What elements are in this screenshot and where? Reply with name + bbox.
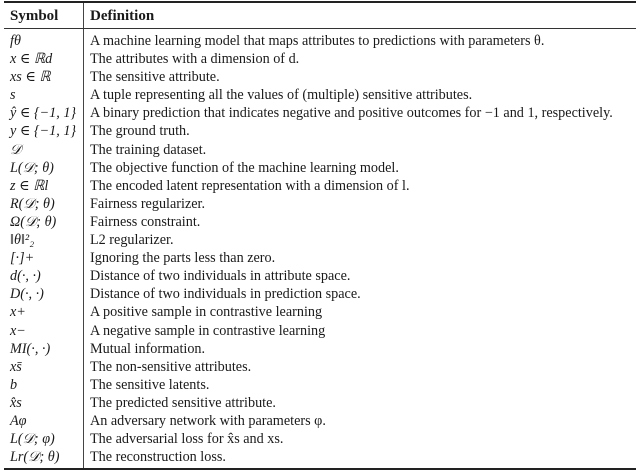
notation-table: [4, 1, 636, 470]
definition-cell: A tuple representing all the values of (multiple) sensitive attributes.: [90, 87, 473, 104]
symbol-cell: z ∈ ℝl: [4, 177, 84, 195]
definition-cell: Ignoring the parts less than zero.: [90, 250, 276, 267]
definition-cell: Distance of two individuals in prediction space.: [90, 286, 361, 303]
header-symbol: Symbol: [4, 2, 84, 29]
table-row: [4, 249, 636, 267]
definition-cell: An adversary network with parameters φ.: [90, 412, 326, 429]
definition-cell: A binary prediction that indicates negative and positive outcomes for −1 and 1, respectively.: [90, 105, 613, 122]
symbol-cell: xs ∈ ℝ: [4, 68, 84, 86]
definition-cell: A negative sample in contrastive learning: [90, 322, 326, 339]
definition-cell: The predicted sensitive attribute.: [90, 394, 276, 411]
definition-cell: Distance of two individuals in attribute space.: [90, 268, 351, 285]
symbol-cell: x̂s: [4, 394, 84, 412]
table-row: [4, 177, 636, 195]
table-row: [4, 195, 636, 213]
definition-cell: The objective function of the machine learning model.: [90, 159, 399, 176]
definition-cell: The adversarial loss for x̂s and xs.: [90, 431, 284, 448]
symbol-cell: D(·, ·): [4, 285, 84, 303]
symbol-cell: y ∈ {−1, 1}: [4, 122, 84, 140]
table-row: [4, 412, 636, 430]
symbol-cell: b: [4, 376, 84, 394]
table-row: [4, 430, 636, 448]
table-row: [4, 285, 636, 303]
table-row: [4, 68, 636, 86]
table-row: [4, 50, 636, 68]
table-row: [4, 159, 636, 177]
table-row: [4, 322, 636, 340]
symbol-cell: Ω(𝒟; θ): [4, 213, 84, 231]
symbol-cell: 𝒟: [4, 141, 84, 159]
definition-cell: The sensitive attribute.: [90, 69, 220, 86]
symbol-cell: ‖θ‖²₂: [4, 231, 84, 249]
table-row: [4, 303, 636, 321]
symbol-cell: Aφ: [4, 412, 84, 430]
definition-cell: The reconstruction loss.: [90, 449, 226, 466]
symbol-cell: x−: [4, 322, 84, 340]
symbol-cell: ŷ ∈ {−1, 1}: [4, 104, 84, 122]
symbol-cell: xs̄: [4, 358, 84, 376]
definition-cell: The encoded latent representation with a dimension of l.: [90, 177, 410, 194]
definition-cell: The ground truth.: [90, 123, 190, 140]
definition-cell: A machine learning model that maps attributes to predictions with parameters θ.: [90, 33, 545, 49]
definition-cell: Mutual information.: [90, 340, 206, 357]
header-definition: Definition: [84, 2, 637, 29]
definition-cell: Fairness constraint.: [90, 213, 201, 230]
header-row: [4, 2, 636, 29]
table-row: [4, 86, 636, 104]
symbol-cell: L(𝒟; θ): [4, 159, 84, 177]
symbol-cell: fθ: [4, 29, 84, 51]
symbol-cell: R(𝒟; θ): [4, 195, 84, 213]
table-row: [4, 231, 636, 249]
symbol-cell: MI(·, ·): [4, 340, 84, 358]
table-row: [4, 29, 636, 51]
table-row: [4, 104, 636, 122]
table-row: [4, 358, 636, 376]
symbol-cell: x ∈ ℝd: [4, 50, 84, 68]
definition-cell: The sensitive latents.: [90, 376, 210, 393]
table-row: [4, 267, 636, 285]
symbol-cell: [·]+: [4, 249, 84, 267]
definition-cell: The training dataset.: [90, 141, 207, 158]
symbol-cell: x+: [4, 303, 84, 321]
table-row: [4, 448, 636, 469]
table-row: [4, 213, 636, 231]
definition-cell: L2 regularizer.: [90, 232, 174, 249]
definition-cell: Fairness regularizer.: [90, 195, 206, 212]
symbol-cell: Lr(𝒟; θ): [4, 448, 84, 469]
symbol-cell: L(𝒟; φ): [4, 430, 84, 448]
symbol-cell: s: [4, 86, 84, 104]
definition-cell: A positive sample in contrastive learning: [90, 304, 323, 321]
table-row: [4, 340, 636, 358]
table-row: [4, 376, 636, 394]
definition-cell: The non-sensitive attributes.: [90, 358, 252, 375]
table-body: [4, 29, 636, 470]
table-row: [4, 122, 636, 140]
table-row: [4, 394, 636, 412]
definition-cell: The attributes with a dimension of d.: [90, 51, 300, 68]
table-row: [4, 141, 636, 159]
symbol-cell: d(·, ·): [4, 267, 84, 285]
